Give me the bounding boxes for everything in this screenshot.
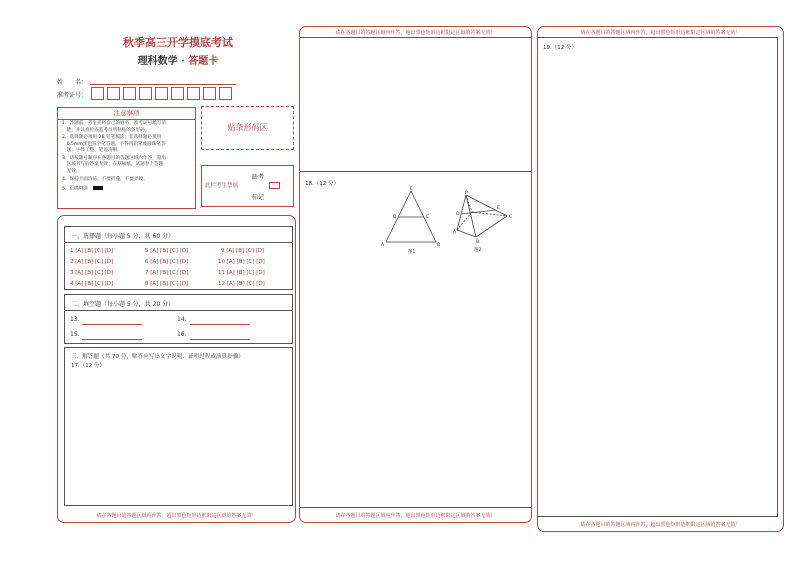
fig2-vertex-label: B — [476, 240, 480, 245]
sheet-title — [60, 52, 296, 67]
fig2-caption: 图2 — [474, 248, 482, 253]
absent-checkbox[interactable] — [269, 182, 280, 189]
fig2-vertex-label: A — [453, 230, 457, 235]
fig1-vertex-label: A — [381, 243, 385, 248]
title-separator: · — [181, 56, 185, 67]
q13-answer-line[interactable] — [82, 324, 142, 325]
choice-row[interactable]: 12 [A] [B] [C] [D] — [218, 281, 265, 287]
fig2-vertex-label: D — [456, 212, 460, 217]
q19-label: 19.（12 分） — [543, 45, 577, 51]
fig2-vertex-label: E — [497, 206, 500, 211]
absent-mark-label: 标记 — [252, 194, 265, 201]
choice-row[interactable]: 2 [A] [B] [C] [D] — [70, 259, 114, 265]
notice-title: 注意事项 — [58, 108, 195, 120]
section-solve[interactable] — [64, 347, 293, 506]
choice-row[interactable]: 5 [A] [B] [C] [D] — [145, 248, 189, 254]
q17-label: 17.（12 分） — [71, 363, 105, 369]
notice-item: 3．请按题号顺序在各题目的答题区域内作答，超出 — [62, 155, 166, 161]
name-field[interactable] — [90, 84, 236, 85]
notice-item-label: 5．正确填涂 — [62, 186, 88, 192]
notice-box — [57, 107, 196, 209]
absent-box — [201, 165, 294, 207]
q18-label: 18.（12 分） — [305, 181, 339, 187]
warning-middle-top: 请在各题目的答题区域内作答，超出黑色矩形边框限定区域的答案无效！ — [335, 30, 496, 36]
q14-label: 14. — [177, 316, 187, 323]
choice-row[interactable]: 6 [A] [B] [C] [D] — [145, 259, 189, 265]
figure-2 — [452, 190, 518, 256]
choice-row[interactable]: 4 [A] [B] [C] [D] — [70, 281, 114, 287]
fig1-vertex-label: D — [393, 215, 397, 220]
fig2-vertex-label: C — [509, 215, 513, 220]
fig1-caption: 图1 — [408, 250, 416, 255]
section-choice — [64, 226, 293, 290]
notice-item: 0.5mm黑色签字笔答题，不得用铅笔或圆珠笔答 — [62, 141, 166, 147]
sheet-label: 答题卡 — [188, 56, 219, 67]
warning-middle-bottom: 请在各题目的答题区域内作答，超出黑色矩形边框限定区域的答案无效！ — [335, 513, 496, 519]
q19-area[interactable] — [538, 37, 778, 517]
notice-item: 无效。 — [62, 168, 81, 174]
notice-item: 1．答题前，考生先将自己的姓名，准考证号填写清 — [62, 121, 166, 126]
q16-answer-line[interactable] — [190, 339, 250, 340]
choice-row[interactable]: 7 [A] [B] [C] [D] — [145, 270, 189, 276]
q17-continued-area[interactable] — [300, 37, 531, 172]
subject-label: 理科数学 — [137, 56, 178, 67]
choice-row[interactable]: 8 [A] [B] [C] [D] — [145, 281, 189, 287]
absent-note: 此栏考生禁填 — [205, 183, 239, 189]
choice-row[interactable]: 9 [A] [B] [C] [D] — [221, 248, 265, 254]
section-fill-title: 二、填空题（每小题 5 分，共 20 分） — [71, 301, 175, 308]
q15-label: 15. — [70, 331, 80, 338]
notice-item: 区域书写的答案无效；在草稿纸、试题卷上答题 — [62, 162, 164, 168]
q16-label: 16. — [177, 331, 187, 338]
section-fill — [64, 294, 293, 344]
q15-answer-line[interactable] — [82, 339, 142, 340]
figure-1 — [378, 186, 448, 256]
fig1-vertex-label: B — [437, 243, 441, 248]
notice-item: 2．选择题必须用 2B 铅笔填涂；非选择题必须用 — [62, 135, 162, 140]
fig1-vertex-label: E — [410, 187, 413, 192]
absent-title: 缺考 — [252, 174, 265, 181]
id-label: 准考证号： — [57, 92, 88, 99]
q13-label: 13. — [70, 316, 80, 323]
fig2-vertex-label: P — [465, 191, 468, 196]
warning-right-bottom: 请在各题目的答题区域内作答，超出黑色矩形边框限定区域的答案无效！ — [580, 522, 741, 528]
warning-right-top: 请在各题目的答题区域内作答，超出黑色矩形边框限定区域的答案无效！ — [580, 30, 741, 36]
choice-row[interactable]: 10 [A] [B] [C] [D] — [218, 259, 265, 265]
warning-left: 请在各题目的答题区域内作答，超出黑色矩形边框限定区域的答案无效！ — [96, 513, 257, 519]
choice-row[interactable]: 11 [A] [B] [C] [D] — [218, 270, 265, 276]
barcode-area: 贴条形码区 — [201, 106, 294, 150]
fig1-vertex-label: C — [426, 215, 430, 220]
choice-row[interactable]: 3 [A] [B] [C] [D] — [70, 270, 114, 276]
notice-item: 题；字体工整、笔迹清晰。 — [62, 148, 122, 154]
notice-item: 楚，并认真检查监考员所粘贴的条形码。 — [62, 127, 150, 133]
notice-item — [62, 186, 103, 193]
section-solve-title: 三、解答题（共 70 分，解答应写出文字说明、证明过程或演算步骤） — [71, 354, 244, 360]
q14-answer-line[interactable] — [190, 324, 250, 325]
filled-mark-sample — [93, 186, 103, 190]
notice-item: 4．保持卡面清洁，不要折叠、不要弄破。 — [62, 177, 148, 182]
choice-row[interactable]: 1 [A] [B] [C] [D] — [70, 248, 114, 254]
name-label: 姓 名： — [57, 79, 88, 86]
section-choice-title: 一、选择题（每小题 5 分，共 60 分） — [71, 233, 175, 240]
exam-title: 秋季高三开学摸底考试 — [123, 36, 233, 49]
